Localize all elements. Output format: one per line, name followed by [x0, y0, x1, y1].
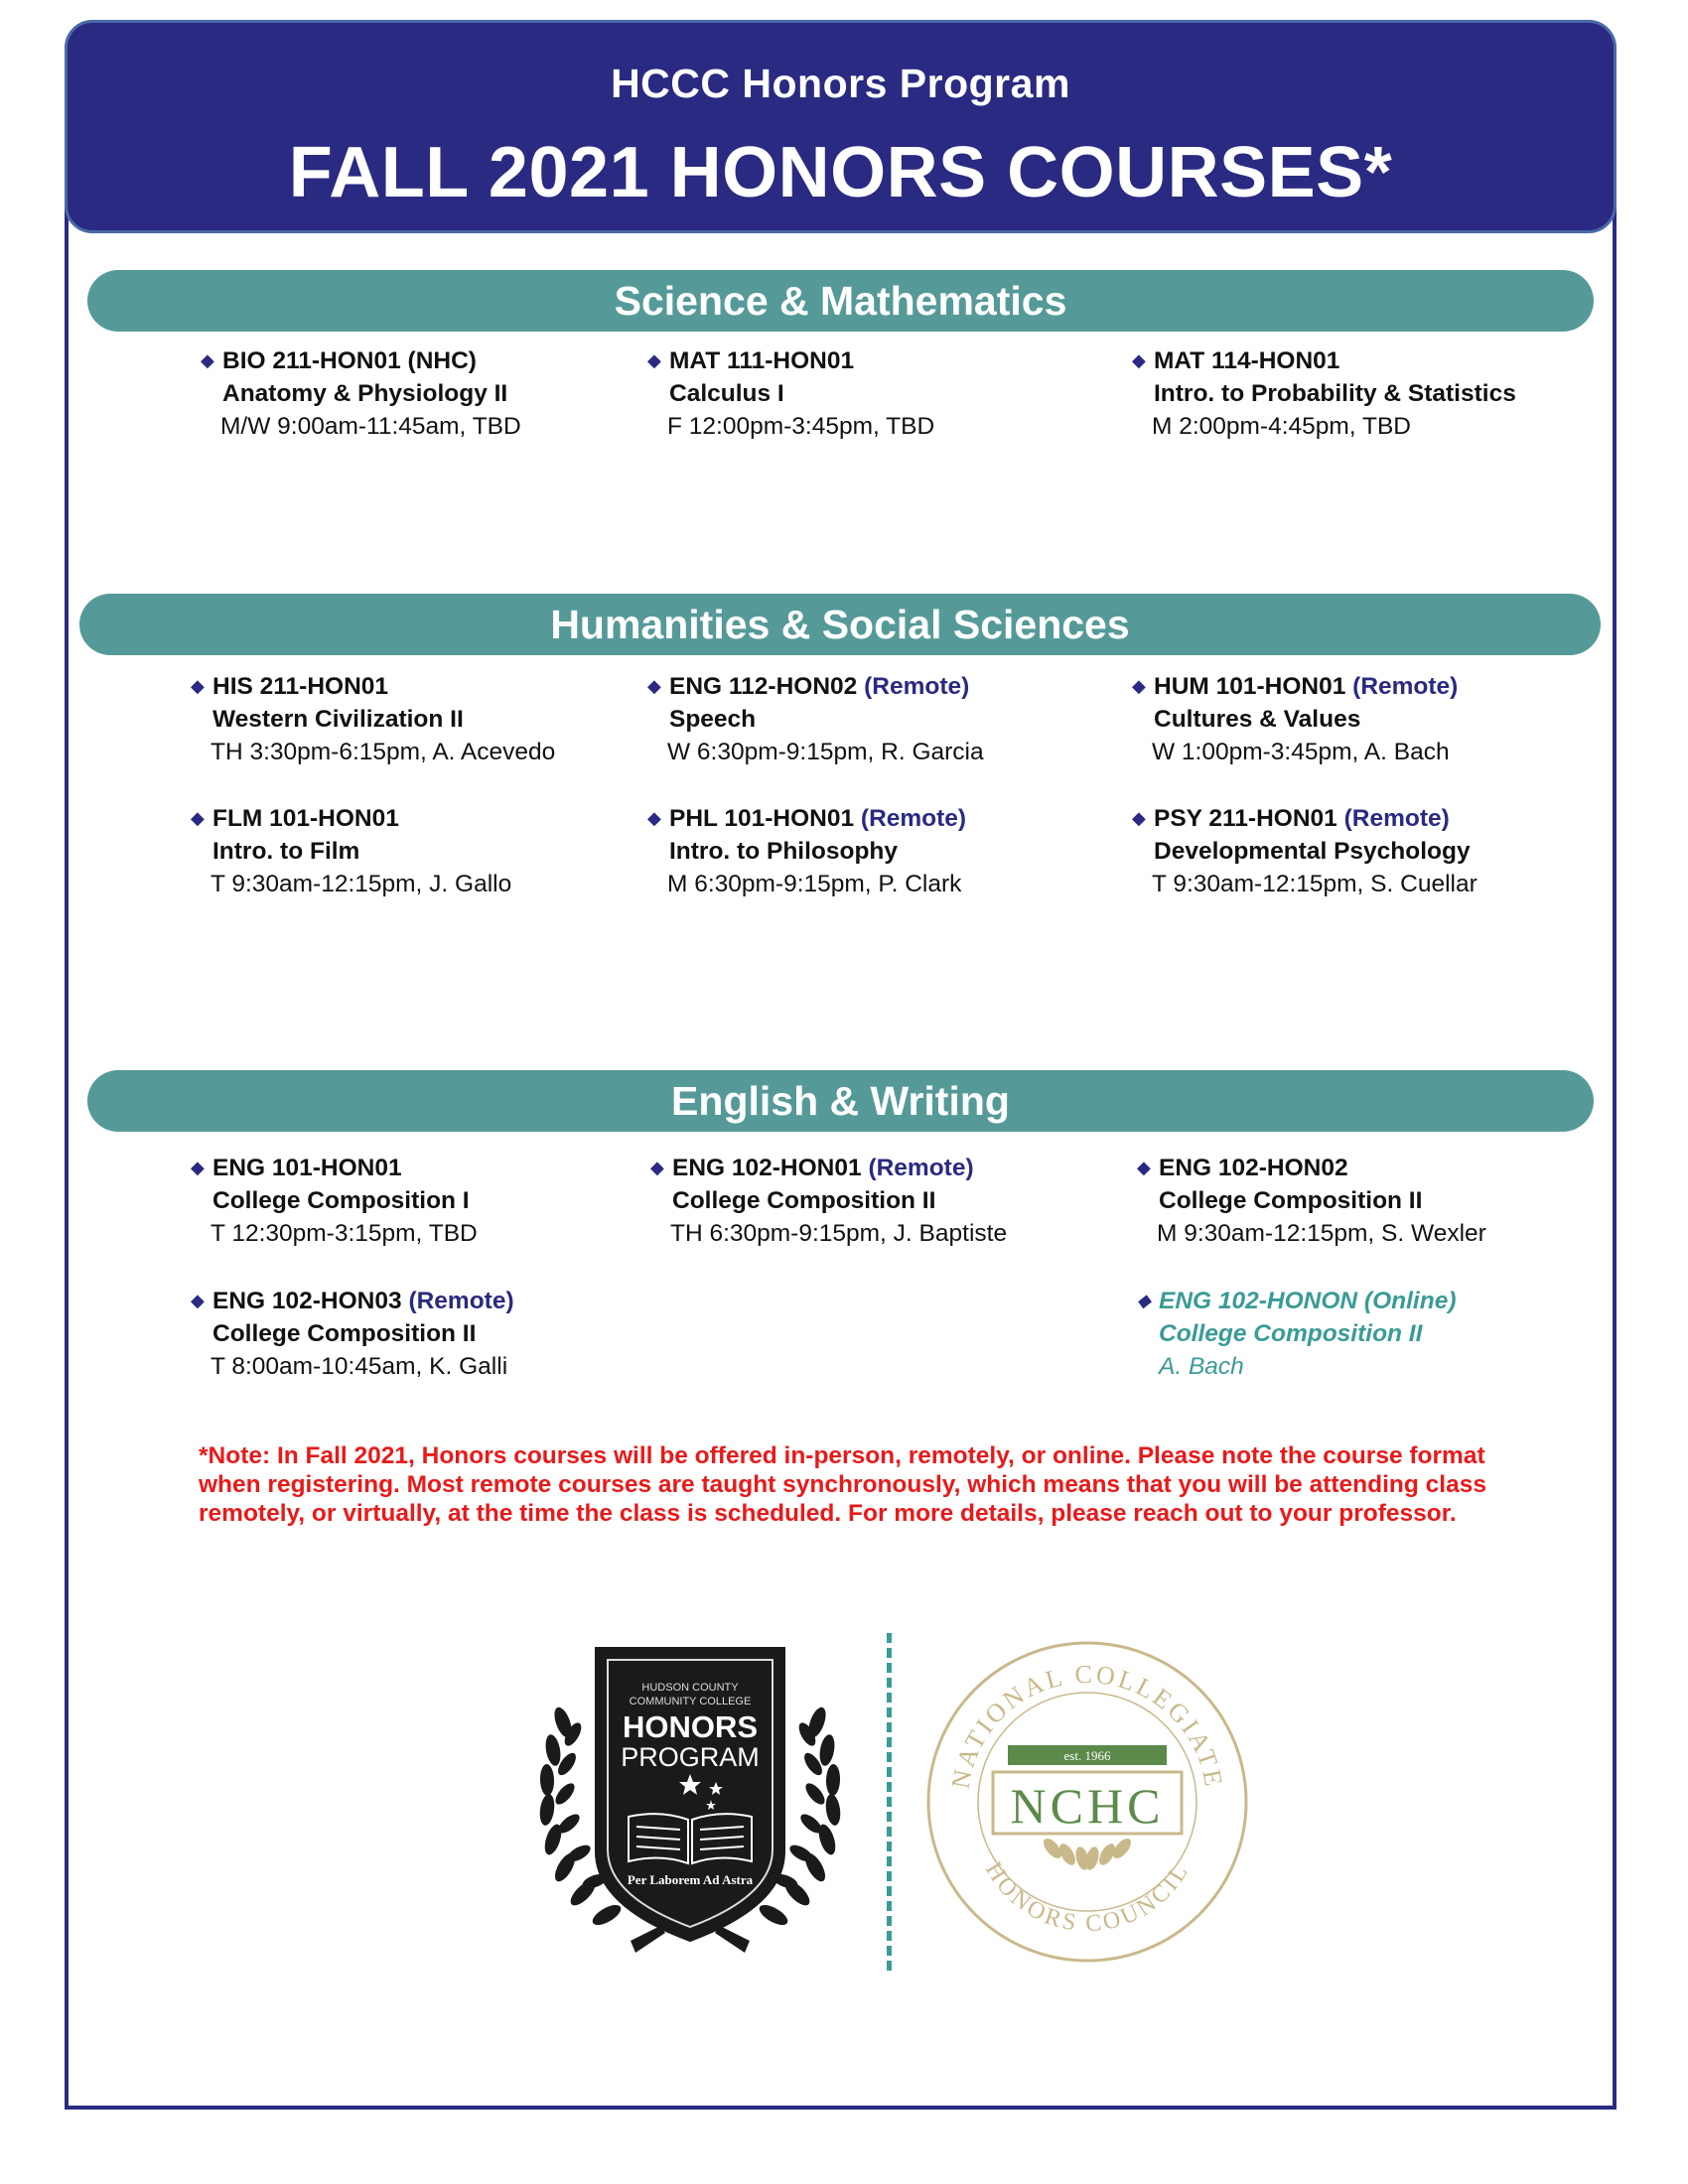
diamond-bullet-icon: ◆: [1132, 350, 1146, 370]
seal-bottom-text: HONORS COUNCIL: [979, 1857, 1196, 1938]
course-name: Anatomy & Physiology II: [222, 380, 508, 407]
course-code: ENG 102-HON01: [672, 1155, 862, 1181]
course-schedule: T 8:00am-10:45am, K. Galli: [211, 1353, 508, 1380]
page-title: FALL 2021 HONORS COURSES*: [288, 133, 1393, 212]
logo-text-program: PROGRAM: [621, 1742, 760, 1772]
page-header: [65, 20, 1617, 233]
course-schedule: F 12:00pm-3:45pm, TBD: [667, 413, 935, 440]
course-name: Cultures & Values: [1154, 706, 1361, 733]
registration-note: *Note: In Fall 2021, Honors courses will be offered in-person, remotely, or online. Please note the course format when registering. Most remote courses are taught synchronously, which means that you will be attending class remotely, or virtually, at the time the class is scheduled. For more details, please reach out to your professor.: [199, 1442, 1486, 1527]
course-name: Western Civilization II: [212, 706, 464, 733]
course-code: HIS 211-HON01: [212, 673, 389, 700]
logo-text-county: HUDSON COUNTY: [641, 1682, 739, 1694]
diamond-bullet-icon: ◆: [1132, 676, 1146, 696]
diamond-bullet-icon: ◆: [191, 676, 205, 696]
diamond-bullet-icon: ◆: [191, 1158, 205, 1177]
logo-motto: Per Laborem Ad Astra: [627, 1872, 754, 1887]
nchc-seal-logo: [914, 1628, 1261, 1976]
course-code: ENG 102-HON02: [1159, 1155, 1348, 1181]
diamond-bullet-icon: ◆: [1137, 1158, 1151, 1177]
course-item: [1132, 670, 1458, 768]
course-item: [191, 1152, 478, 1250]
seal-acronym: NCHC: [1010, 1778, 1165, 1834]
course-code: ENG 112-HON02: [669, 673, 858, 700]
diamond-bullet-icon: ◆: [201, 350, 214, 370]
diamond-bullet-icon: ◆: [650, 1158, 664, 1177]
course-code: BIO 211-HON01 (NHC): [222, 347, 477, 374]
course-name: Intro. to Probability & Statistics: [1154, 380, 1516, 407]
course-code: HUM 101-HON01: [1154, 673, 1346, 700]
course-item: [650, 1152, 1007, 1250]
course-name: Calculus I: [669, 380, 784, 407]
course-code: MAT 111-HON01: [669, 347, 855, 374]
course-item: [1132, 344, 1516, 443]
course-name: Intro. to Film: [212, 838, 360, 865]
course-item: [191, 1285, 514, 1383]
diamond-bullet-icon: ◆: [1132, 808, 1146, 828]
course-name: College Composition I: [212, 1187, 470, 1214]
section-header-humanities: Humanities & Social Sciences: [79, 594, 1601, 655]
hccc-honors-logo: [511, 1643, 869, 1971]
course-item-online: [1137, 1285, 1456, 1383]
course-schedule: T 9:30am-12:15pm, S. Cuellar: [1152, 871, 1477, 897]
seal-est: est. 1966: [1063, 1748, 1111, 1763]
course-format-badge: (Remote): [1352, 673, 1459, 700]
wheat-icon: [1041, 1836, 1135, 1871]
course-code: ENG 101-HON01: [212, 1155, 402, 1181]
course-format-badge: (Remote): [1343, 805, 1450, 832]
course-code: ENG 102-HON03: [212, 1288, 402, 1314]
section-header-science: Science & Mathematics: [87, 270, 1594, 332]
course-schedule: M 6:30pm-9:15pm, P. Clark: [667, 871, 962, 897]
diamond-bullet-icon: ◆: [191, 1291, 205, 1310]
course-schedule: T 9:30am-12:15pm, J. Gallo: [211, 871, 512, 897]
course-item: [201, 344, 521, 443]
program-name: HCCC Honors Program: [611, 61, 1070, 106]
course-format-badge: (Remote): [860, 805, 967, 832]
course-schedule: A. Bach: [1159, 1353, 1244, 1380]
course-format-badge: (Remote): [408, 1288, 514, 1314]
course-format-badge: (Remote): [864, 673, 970, 700]
course-item: [1132, 802, 1477, 900]
course-item: [647, 802, 966, 900]
section-header-english: English & Writing: [87, 1070, 1594, 1132]
diamond-bullet-icon: ◆: [191, 808, 205, 828]
course-name: College Composition II: [1159, 1320, 1423, 1347]
course-name: College Composition II: [212, 1320, 477, 1347]
course-code: ENG 102-HONON (Online): [1159, 1288, 1457, 1314]
course-item: [647, 344, 934, 443]
diamond-bullet-icon: ◆: [647, 808, 661, 828]
course-schedule: W 6:30pm-9:15pm, R. Garcia: [667, 739, 984, 765]
course-name: Speech: [669, 706, 757, 733]
course-schedule: W 1:00pm-3:45pm, A. Bach: [1152, 739, 1450, 765]
diamond-bullet-icon: ◆: [647, 676, 661, 696]
course-item: [191, 802, 511, 900]
course-item: [647, 670, 984, 768]
logo-text-honors: HONORS: [622, 1709, 759, 1744]
diamond-bullet-icon: ◆: [647, 350, 661, 370]
course-code: PHL 101-HON01: [669, 805, 855, 832]
course-code: MAT 114-HON01: [1154, 347, 1340, 374]
course-schedule: M 2:00pm-4:45pm, TBD: [1152, 413, 1411, 440]
course-format-badge: (Remote): [868, 1155, 974, 1181]
course-name: Intro. to Philosophy: [669, 838, 899, 865]
course-name: Developmental Psychology: [1154, 838, 1471, 865]
svg-text:HONORS COUNCIL: [980, 1857, 1195, 1937]
course-schedule: M 9:30am-12:15pm, S. Wexler: [1157, 1220, 1486, 1247]
diamond-bullet-icon: ◆: [1137, 1291, 1151, 1310]
course-item: [1137, 1152, 1486, 1250]
logo-divider: [887, 1633, 892, 1971]
course-schedule: M/W 9:00am-11:45am, TBD: [220, 413, 521, 440]
course-name: College Composition II: [1159, 1187, 1423, 1214]
course-name: College Composition II: [672, 1187, 936, 1214]
course-code: PSY 211-HON01: [1154, 805, 1337, 832]
logo-text-college: COMMUNITY COLLEGE: [629, 1696, 752, 1707]
seal-top-text: NATIONAL COLLEGIATE: [945, 1659, 1229, 1792]
course-schedule: TH 3:30pm-6:15pm, A. Acevedo: [211, 739, 556, 765]
course-item: [191, 670, 555, 768]
course-schedule: TH 6:30pm-9:15pm, J. Baptiste: [670, 1220, 1008, 1247]
course-code: FLM 101-HON01: [212, 805, 399, 832]
course-schedule: T 12:30pm-3:15pm, TBD: [211, 1220, 478, 1247]
